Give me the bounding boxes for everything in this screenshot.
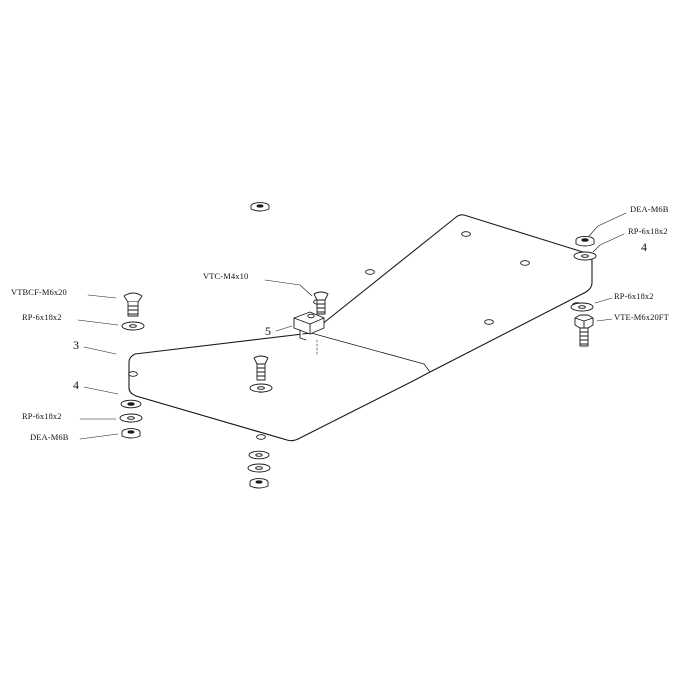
fastener-group-right <box>571 303 593 346</box>
label-vtc-m4x10: VTC-M4x10 <box>203 271 249 281</box>
label-rp-6x18x2-left: RP-6x18x2 <box>22 312 62 322</box>
leader-lines-left-bottom <box>80 419 118 439</box>
leader-callout-4-left <box>84 387 118 394</box>
label-vtbcf-m6x20: VTBCF-M6x20 <box>11 287 67 297</box>
label-dea-m6b-bottom-left: DEA-M6B <box>30 432 69 442</box>
leader-callout-5 <box>276 326 292 331</box>
plate-outline <box>129 215 592 441</box>
label-vte-m6x20ft: VTE-M6x20FT <box>614 312 669 322</box>
callout-3: 3 <box>73 338 79 352</box>
fastener-group-left-top <box>122 293 144 330</box>
label-rp-6x18x2-bottom-left: RP-6x18x2 <box>22 411 62 421</box>
leader-lines-top-right <box>589 213 626 252</box>
callout-5: 5 <box>265 324 271 338</box>
fastener-group-left-bottom <box>120 400 142 438</box>
leader-lines-right <box>595 298 612 321</box>
washer-stack-bottom-center <box>248 451 270 488</box>
washer-stack-top-center <box>251 203 269 211</box>
leader-callout-3 <box>84 347 116 354</box>
label-dea-m6b-top: DEA-M6B <box>630 204 669 214</box>
callout-4-right: 4 <box>641 240 647 254</box>
leader-line-vtc-m4x10 <box>265 280 312 296</box>
label-rp-6x18x2-top: RP-6x18x2 <box>628 226 668 236</box>
fastener-group-top-right <box>574 236 596 260</box>
label-rp-6x18x2-right: RP-6x18x2 <box>614 291 654 301</box>
leader-lines-left-top <box>78 295 118 325</box>
callout-4-left: 4 <box>73 378 79 392</box>
